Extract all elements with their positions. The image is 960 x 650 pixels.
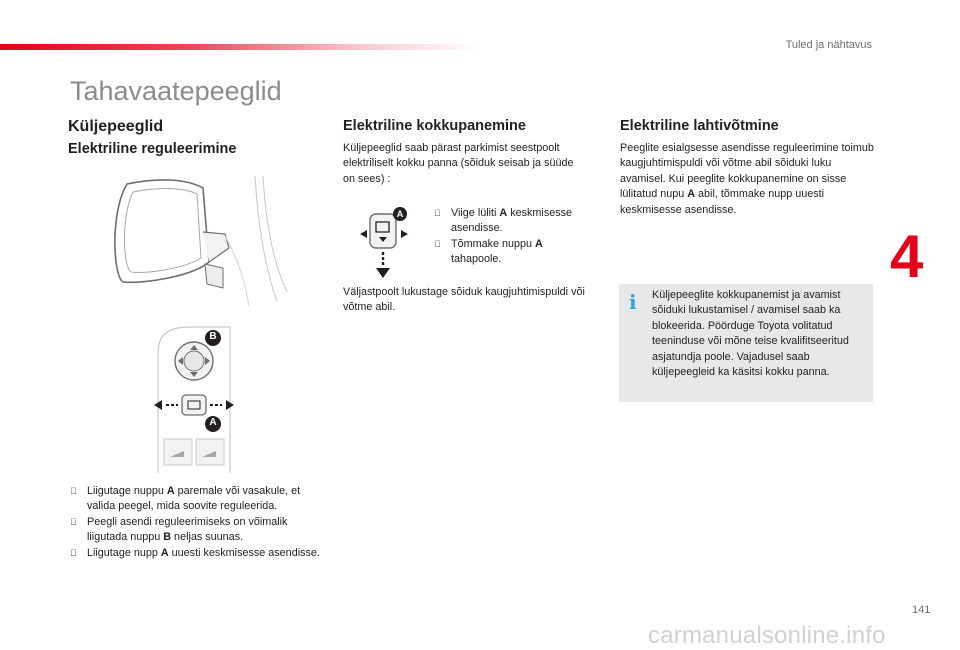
- bullet-mark: [70, 484, 77, 499]
- bullet-mark: [434, 237, 441, 252]
- bullet-mark: [70, 515, 77, 530]
- control-panel-illustration: [150, 323, 238, 473]
- info-text: Küljepeeglite kokkupanemist ja avamist sõiduki lukustamisel / avamisel saab ka blokeerida. Pöörduge Toyota volitatud teeninduse või mõne teise kvalifitseeritud asjatundja poole. Vajadusel saab küljepeegleid ka käsitsi kokku panna.: [652, 289, 849, 379]
- left-heading: Küljepeeglid: [68, 118, 164, 135]
- middle-intro: Küljepeeglid saab pärast parkimist seestpoolt elektriliselt kokku panna (sõiduk seisab ja süüde on sees) :: [343, 142, 574, 185]
- info-icon: i: [629, 290, 637, 314]
- left-subheading: Elektriline reguleerimine: [68, 141, 237, 157]
- info-box: [619, 284, 873, 402]
- label-a-lower: A: [209, 417, 217, 428]
- left-bullet-list: [70, 484, 322, 561]
- watermark: carmanualsonline.info: [648, 622, 886, 649]
- middle-note: Väljastpoolt lukustage sõiduk kaugjuhtimispuldi või võtme abil.: [343, 286, 585, 314]
- label-a-fold: A: [396, 209, 404, 219]
- label-b: B: [209, 331, 217, 342]
- list-item: Tõmmake nuppu A tahapoole.: [434, 237, 594, 268]
- page-number: 141: [912, 604, 931, 616]
- chapter-number: 4: [890, 223, 924, 290]
- list-item: Viige lüliti A keskmisesse asendisse.: [434, 206, 594, 237]
- right-text: Peeglite esialgsesse asendisse reguleerimine toimub kaugjuhtimispuldi või võtme abil sõiduki luku avamisel. Kui peeglite kokkupanemine on sisse lülitatud nupu A abil, tõmmake nupp uuesti keskmisesse asendisse.: [620, 142, 874, 216]
- mirror-illustration: [105, 172, 290, 306]
- right-heading: Elektriline lahtivõtmine: [620, 118, 779, 134]
- list-item: Liigutage nuppu A paremale või vasakule, et valida peegel, mida soovite reguleerida.: [70, 484, 322, 515]
- bullet-mark: [434, 206, 441, 221]
- middle-heading: Elektriline kokkupanemine: [343, 118, 526, 134]
- list-item: Peegli asendi reguleerimiseks on võimalik liigutada nuppu B neljas suunas.: [70, 515, 322, 546]
- bullet-mark: [70, 546, 77, 561]
- header-accent-bar: [0, 44, 480, 50]
- page-title: Tahavaatepeeglid: [70, 76, 282, 106]
- middle-bullet-list: [434, 206, 594, 268]
- section-title: Tuled ja nähtavus: [785, 39, 872, 51]
- list-item: Liigutage nupp A uuesti keskmisesse asendisse.: [70, 546, 322, 561]
